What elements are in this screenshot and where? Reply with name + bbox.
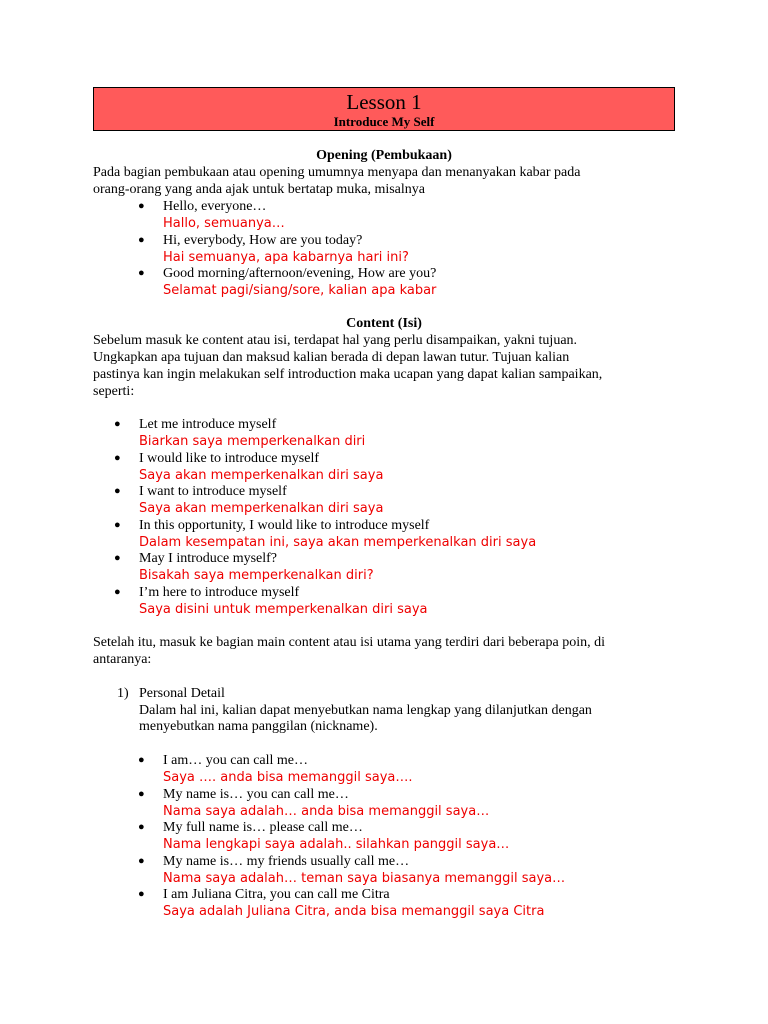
opening-paragraph-line: Pada bagian pembukaan atau opening umumnya menyapa dan menanyakan kabar pada bbox=[93, 165, 581, 180]
content-item-en: Let me introduce myself bbox=[139, 417, 277, 432]
personal-item-en: My name is… you can call me… bbox=[163, 787, 349, 802]
opening-item-id: Selamat pagi/siang/sore, kalian apa kabar bbox=[163, 283, 437, 298]
bullet-icon: ● bbox=[138, 821, 145, 833]
personal-detail-desc: menyebutkan nama panggilan (nickname). bbox=[139, 719, 378, 734]
opening-paragraph-line: orang-orang yang anda ajak untuk bertatap muka, misalnya bbox=[93, 182, 425, 197]
content-item-id: Biarkan saya memperkenalkan diri bbox=[139, 434, 366, 449]
opening-heading: Opening (Pembukaan) bbox=[316, 148, 452, 163]
bullet-icon: ● bbox=[138, 200, 145, 212]
personal-item-id: Nama saya adalah… anda bisa memanggil saya… bbox=[163, 804, 490, 819]
personal-item-en: I am… you can call me… bbox=[163, 753, 309, 768]
bullet-icon: ● bbox=[114, 586, 121, 598]
bullet-icon: ● bbox=[114, 485, 121, 497]
personal-item-id: Nama saya adalah… teman saya biasanya memanggil saya… bbox=[163, 871, 566, 886]
personal-item-en: I am Juliana Citra, you can call me Citra bbox=[163, 887, 390, 902]
bullet-icon: ● bbox=[138, 788, 145, 800]
content-item-id: Saya akan memperkenalkan diri saya bbox=[139, 501, 384, 516]
content-item-id: Saya disini untuk memperkenalkan diri saya bbox=[139, 602, 428, 617]
bullet-icon: ● bbox=[114, 418, 121, 430]
personal-item-en: My name is… my friends usually call me… bbox=[163, 854, 410, 869]
content-paragraph-line: pastinya kan ingin melakukan self introduction maka ucapan yang dapat kalian sampaikan, bbox=[93, 367, 603, 382]
personal-item-id: Nama lengkapi saya adalah.. silahkan panggil saya… bbox=[163, 837, 510, 852]
list-number: 1) bbox=[117, 686, 129, 701]
personal-item-id: Saya adalah Juliana Citra, anda bisa memanggil saya Citra bbox=[163, 904, 545, 919]
personal-detail-title: Personal Detail bbox=[139, 686, 225, 701]
content-paragraph-line: seperti: bbox=[93, 384, 135, 399]
content-item-en: I’m here to introduce myself bbox=[139, 585, 300, 600]
bullet-icon: ● bbox=[138, 855, 145, 867]
lesson-title: Lesson 1 bbox=[346, 90, 422, 114]
content-item-en: May I introduce myself? bbox=[139, 551, 278, 566]
personal-item-id: Saya …. anda bisa memanggil saya…. bbox=[163, 770, 413, 785]
bullet-icon: ● bbox=[138, 234, 145, 246]
opening-item-id: Hai semuanya, apa kabarnya hari ini? bbox=[163, 250, 409, 265]
bullet-icon: ● bbox=[114, 552, 121, 564]
personal-detail-desc: Dalam hal ini, kalian dapat menyebutkan nama lengkap yang dilanjutkan dengan bbox=[139, 703, 592, 718]
opening-item-en: Good morning/afternoon/evening, How are you? bbox=[163, 266, 437, 281]
content-after-line: Setelah itu, masuk ke bagian main content atau isi utama yang terdiri dari beberapa poin, di bbox=[93, 635, 606, 650]
content-heading: Content (Isi) bbox=[346, 316, 422, 331]
content-paragraph-line: Ungkapkan apa tujuan dan maksud kalian berada di depan lawan tutur. Tujuan kalian bbox=[93, 350, 570, 365]
bullet-icon: ● bbox=[138, 754, 145, 766]
opening-item-en: Hi, everybody, How are you today? bbox=[163, 233, 363, 248]
bullet-icon: ● bbox=[138, 267, 145, 279]
bullet-icon: ● bbox=[138, 888, 145, 900]
opening-item-id: Hallo, semuanya… bbox=[163, 216, 285, 231]
content-item-id: Dalam kesempatan ini, saya akan memperkenalkan diri saya bbox=[139, 535, 537, 550]
bullet-icon: ● bbox=[114, 519, 121, 531]
content-item-en: I want to introduce myself bbox=[139, 484, 287, 499]
content-item-en: In this opportunity, I would like to introduce myself bbox=[139, 518, 430, 533]
lesson-title-box bbox=[93, 87, 675, 131]
opening-item-en: Hello, everyone… bbox=[163, 199, 267, 214]
content-item-id: Bisakah saya memperkenalkan diri? bbox=[139, 568, 374, 583]
content-item-en: I would like to introduce myself bbox=[139, 451, 320, 466]
content-paragraph-line: Sebelum masuk ke content atau isi, terdapat hal yang perlu disampaikan, yakni tujuan. bbox=[93, 333, 578, 348]
content-item-id: Saya akan memperkenalkan diri saya bbox=[139, 468, 384, 483]
content-after-line: antaranya: bbox=[93, 652, 152, 667]
personal-item-en: My full name is… please call me… bbox=[163, 820, 363, 835]
lesson-subtitle: Introduce My Self bbox=[333, 114, 435, 129]
bullet-icon: ● bbox=[114, 452, 121, 464]
